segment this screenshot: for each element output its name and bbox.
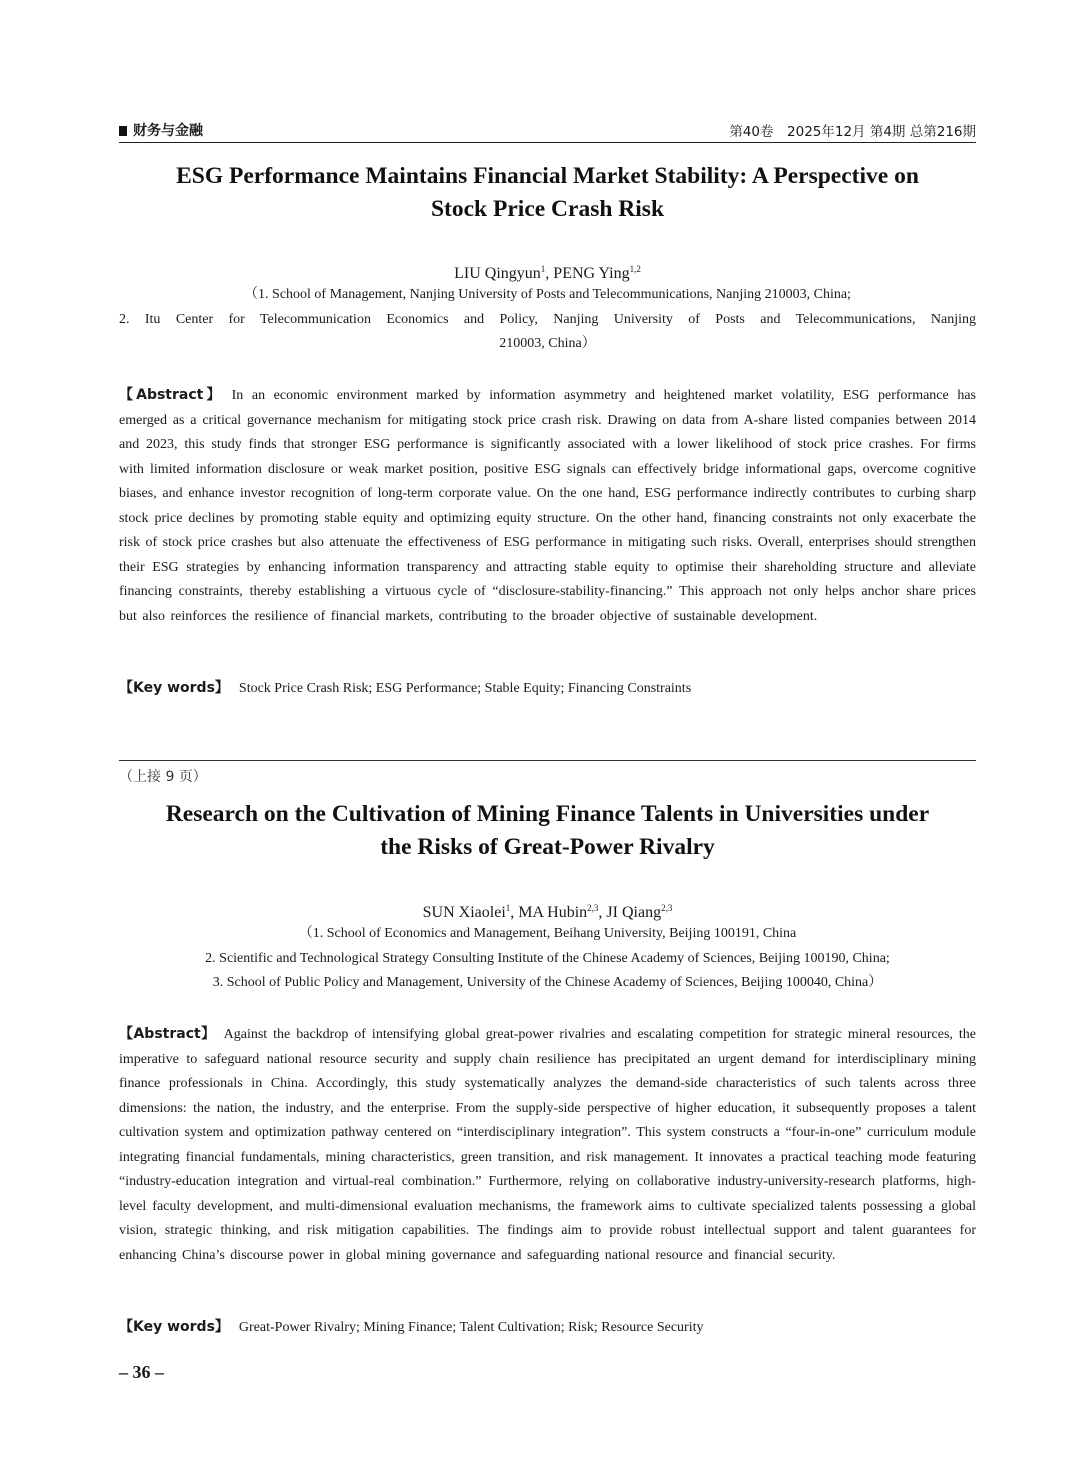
page-number: – 36 –: [119, 1362, 164, 1382]
article1-keywords: [119, 676, 976, 701]
author-separator: ,: [545, 265, 554, 282]
keywords-label: 【Key words】: [119, 1319, 229, 1335]
article-divider: [119, 760, 976, 761]
author-separator: ,: [598, 904, 607, 921]
section-name: 财务与金融: [133, 123, 203, 139]
author-name: LIU Qingyun: [454, 265, 541, 282]
issue-info: 第40卷 2025年12月 第4期 总第216期: [729, 124, 976, 140]
article1-title: [119, 160, 976, 226]
article1-authors: [119, 259, 976, 284]
author-sup: 1,2: [629, 264, 641, 274]
section-label: [119, 120, 203, 140]
author-name: PENG Ying: [553, 265, 630, 282]
keywords-text: Great-Power Rivalry; Mining Finance; Talent Cultivation; Risk; Resource Security: [238, 1320, 704, 1335]
article1-title-line1: ESG Performance Maintains Financial Market Stability: A Perspective on: [176, 163, 919, 189]
article2-title: [119, 798, 976, 864]
affiliation-line: 3. School of Public Policy and Management, University of the Chinese Academy of Sciences, Beijing 100040, China）: [212, 975, 883, 990]
abstract-label: 【Abstract】: [119, 1026, 216, 1042]
abstract-label: 【Abstract】: [119, 387, 224, 403]
article1-title-line2: Stock Price Crash Risk: [430, 196, 665, 222]
article2-title-line1: Research on the Cultivation of Mining Finance Talents in Universities under: [165, 801, 930, 827]
abstract-text: Against the backdrop of intensifying global great-power rivalries and escalating competition for strategic mineral resources, the imperative to safeguard national resource security and supply chain resilience has precipitated an urgent demand for interdisciplinary mining finance professionals in China. Accordingly, this study systematically analyzes the demand-side characteristics of such talents across three dimensions: the nation, the industry, and the enterprise. From the supply-side perspective of higher education, it subsequently proposes a talent cultivation system and optimization pathway centered on “interdisciplinary integration”. This system constructs a “four-in-one” curriculum module integrating financial fundamentals, mining characteristics, green transition, and risk management. It innovates a practical teaching mode featuring “industry-education integration and virtual-real combination.” Furthermore, relying on collaborative industry-university-research platforms, high-level faculty development, and multi-dimensional evaluation mechanisms, the framework aims to cultivate specialized talents possessing a global vision, strategic thinking, and risk mitigation capabilities. The findings aim to provide robust intellectual support and talent guarantees for enhancing China’s discourse power in global mining governance and safeguarding national resource and financial security.: [119, 1027, 976, 1263]
keywords-label: 【Key words】: [119, 680, 229, 696]
affiliation-line: （1. School of Economics and Management, Beihang University, Beijing 100191, China: [298, 926, 797, 941]
article2-abstract: [119, 1022, 976, 1268]
article2-keywords: [119, 1315, 976, 1340]
author-separator: ,: [510, 904, 519, 921]
article2-title-line2: the Risks of Great-Power Rivalry: [380, 834, 715, 860]
author-sup: 1: [505, 903, 511, 913]
affiliation-line: 2. Scientific and Technological Strategy Consulting Institute of the Chinese Academy of Sciences, Beijing 100190, China;: [205, 950, 890, 966]
article2-affiliations: [119, 922, 976, 996]
author-sup: 2,3: [661, 903, 673, 913]
continued-note: （上接 9 页）: [119, 769, 207, 785]
article1-affiliations: [119, 283, 976, 357]
author-name: MA Hubin: [518, 904, 588, 921]
section-square-icon: [119, 126, 127, 136]
article1-abstract: [119, 383, 976, 629]
author-sup: 1: [540, 264, 546, 274]
author-name: JI Qiang: [606, 904, 662, 921]
author-name: SUN Xiaolei: [422, 904, 506, 921]
abstract-text: In an economic environment marked by information asymmetry and heightened market volatility, ESG performance has emerged as a critical governance mechanism for mitigating stock price crash risk. Drawing on data from A-share listed companies between 2014 and 2023, this study finds that stronger ESG performance is significantly associated with a lower likelihood of stock price crashes. For firms with limited information disclosure or weak market position, positive ESG signals can effectively bridge informational gaps, overcome cognitive biases, and enhance investor recognition of long-term corporate value. On the one hand, ESG performance indirectly contributes to curbing sharp stock price declines by promoting stable equity and optimizing equity structure. On the other hand, financing constraints not only exacerbate the risk of stock price crashes but also attenuate the effectiveness of ESG performance in mitigating such risks. Overall, enterprises should strengthen their ESG strategies by enhancing information transparency and attracting stable equity to optimise their shareholding structure and alleviate financing constraints, thereby establishing a virtuous cycle of “disclosure-stability-financing.” This approach not only helps anchor share prices but also reinforces the resilience of financial markets, contributing to the broader objective of sustainable development.: [119, 388, 977, 624]
keywords-text: Stock Price Crash Risk; ESG Performance; Stable Equity; Financing Constraints: [238, 681, 692, 696]
author-sup: 2,3: [587, 903, 599, 913]
running-header: [119, 120, 976, 143]
affiliation-line: 2. Itu Center for Telecommunication Economics and Policy, Nanjing University of Posts and Telecommunications, Nanjing: [119, 311, 976, 327]
article2-authors: [119, 898, 976, 923]
affiliation-line: 210003, China）: [499, 336, 596, 351]
affiliation-line: （1. School of Management, Nanjing University of Posts and Telecommunications, Nanjing 210003, China;: [244, 287, 851, 302]
